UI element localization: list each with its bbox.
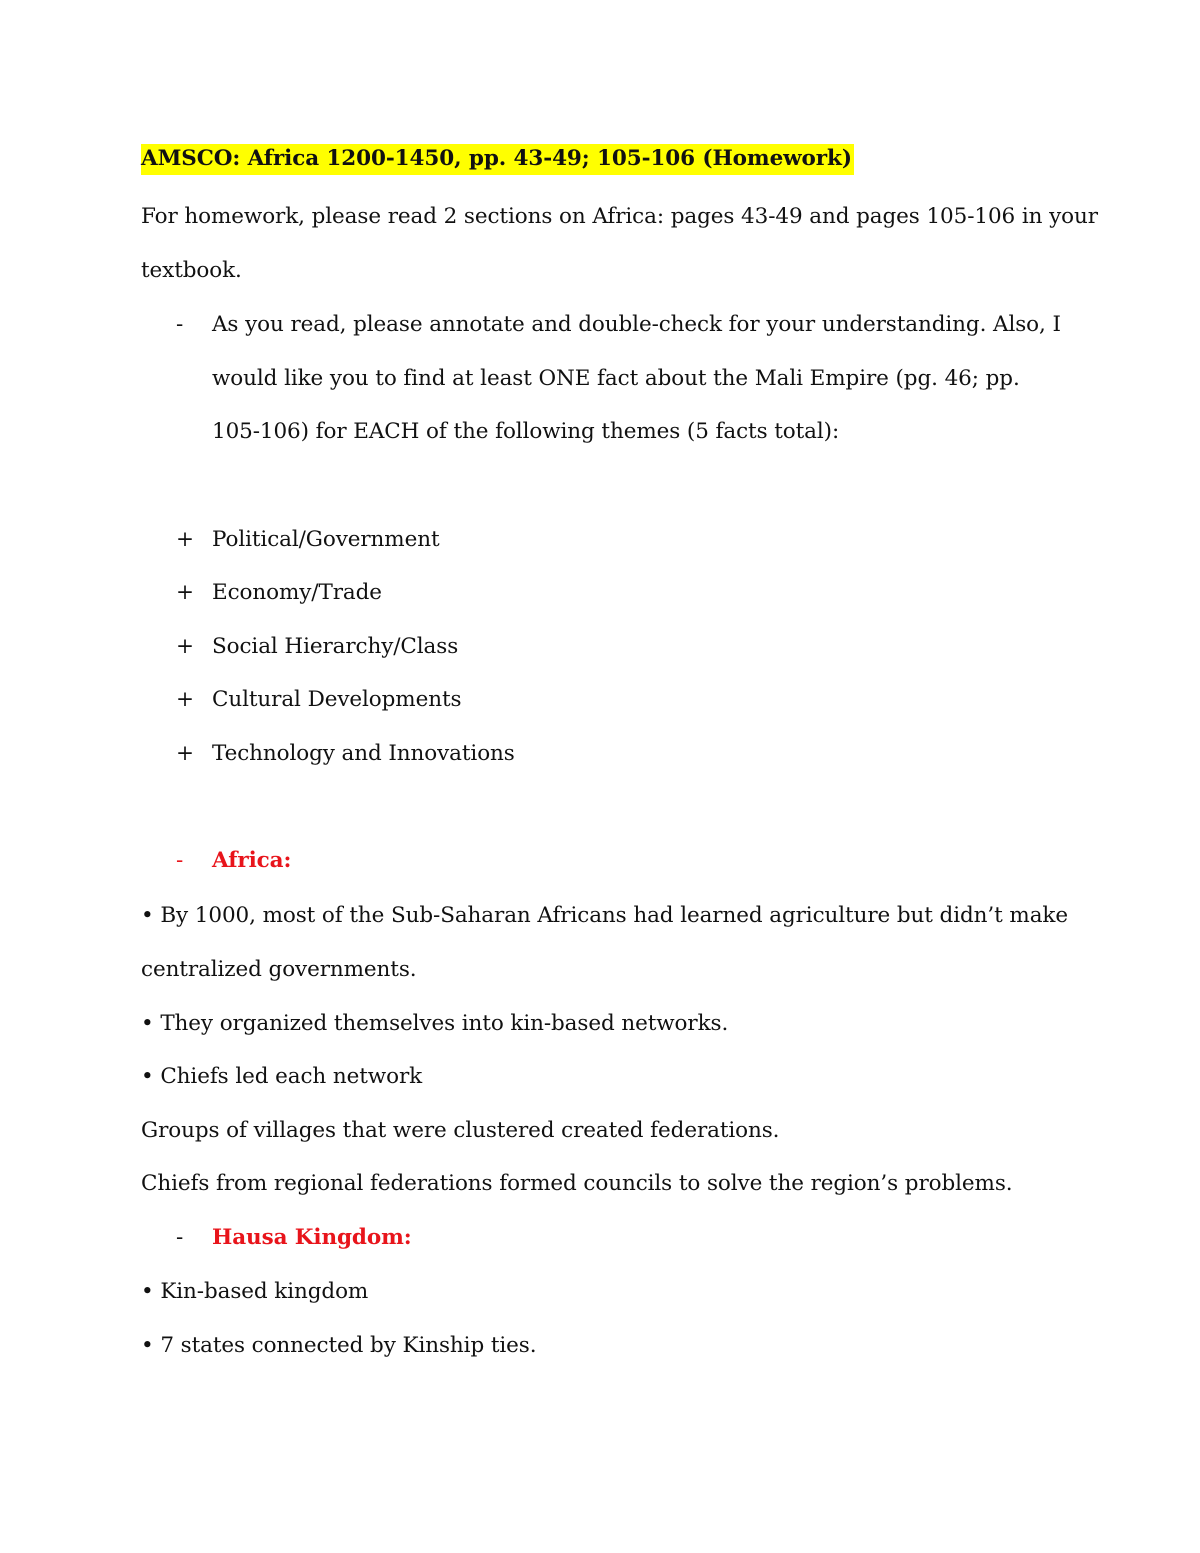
hausa-line: • Kin-based kingdom: [141, 1279, 369, 1304]
theme-item: Technology and Innovations: [212, 741, 515, 766]
theme-item: Social Hierarchy/Class: [212, 634, 459, 659]
instruction-line-1: As you read, please annotate and double-check for your understanding. Also, I: [212, 312, 1061, 337]
dash-marker-red: -: [176, 848, 184, 873]
africa-line: Groups of villages that were clustered created federations.: [141, 1118, 780, 1143]
africa-line: • By 1000, most of the Sub-Saharan Africans had learned agriculture but didn’t make: [141, 903, 1068, 928]
africa-line: Chiefs from regional federations formed councils to solve the region’s problems.: [141, 1171, 1013, 1196]
title-highlight: AMSCO: Africa 1200-1450, pp. 43-49; 105-106 (Homework): [141, 144, 854, 175]
africa-heading: Africa:: [212, 848, 292, 873]
theme-item: Cultural Developments: [212, 687, 462, 712]
plus-marker: +: [176, 527, 195, 552]
intro-line-1: For homework, please read 2 sections on Africa: pages 43-49 and pages 105-106 in your: [141, 204, 1098, 229]
intro-line-2: textbook.: [141, 258, 242, 283]
instruction-line-2: would like you to find at least ONE fact about the Mali Empire (pg. 46; pp.: [212, 366, 1020, 391]
dash-marker: -: [176, 312, 184, 337]
africa-line: • They organized themselves into kin-based networks.: [141, 1011, 729, 1036]
instruction-line-3: 105-106) for EACH of the following themes (5 facts total):: [212, 419, 840, 444]
dash-marker: -: [176, 1225, 184, 1250]
africa-line: • Chiefs led each network: [141, 1064, 423, 1089]
theme-item: Economy/Trade: [212, 580, 382, 605]
plus-marker: +: [176, 634, 195, 659]
plus-marker: +: [176, 687, 195, 712]
hausa-heading: Hausa Kingdom:: [212, 1225, 412, 1250]
plus-marker: +: [176, 741, 195, 766]
africa-line: centralized governments.: [141, 957, 417, 982]
document-title: [141, 144, 854, 174]
theme-item: Political/Government: [212, 527, 440, 552]
hausa-line: • 7 states connected by Kinship ties.: [141, 1333, 537, 1358]
plus-marker: +: [176, 580, 195, 605]
